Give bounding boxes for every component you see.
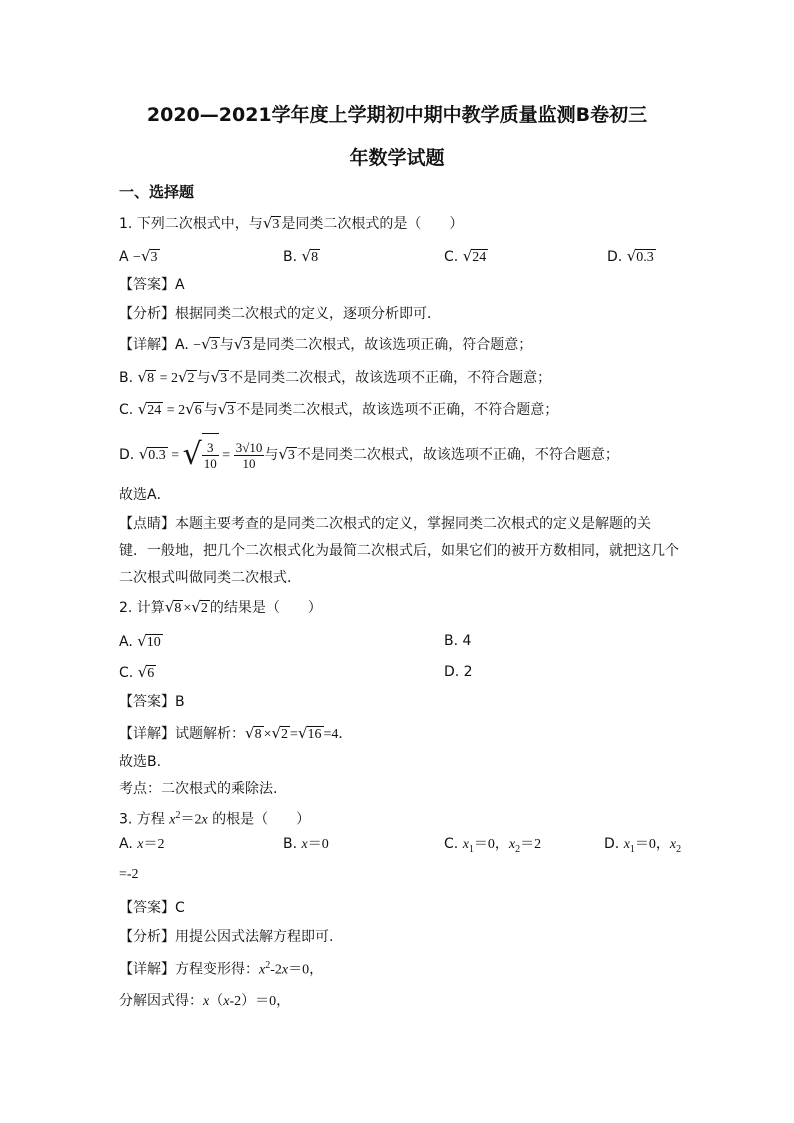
- q3-option-d: D. $x_1=0$，$x_2$: [604, 836, 682, 855]
- q3-stem: 3. 方程 $x^2=2x$ 的根是（ ）: [119, 810, 311, 828]
- q1-stem-b: 是同类二次根式的是（ ）: [281, 216, 464, 232]
- doc-title-line1: 2020—2021学年度上学期初中期中教学质量监测B卷初三: [146, 104, 648, 126]
- q3-option-c: C. $x_1=0$，$x_2=2$: [444, 836, 542, 855]
- q1-note-line2: 键．一般地，把几个二次根式化为最简二次根式后，如果它们的被开方数相同，就把这几个: [119, 543, 679, 559]
- q3-answer: 【答案】C: [119, 900, 185, 916]
- q1-option-b: B. √8: [283, 247, 319, 265]
- q3-option-b: B. x＝0: [283, 836, 329, 852]
- q1-detail-c: C. √24 = 2√6 与√3 不是同类二次根式，故该选项不正确，不符合题意；: [119, 400, 559, 418]
- q2-point: 考点：二次根式的乘除法.: [119, 781, 278, 797]
- q2-option-b: B. 4: [444, 633, 472, 649]
- q1-detail-a: 【详解】A. −√3 与√3 是同类二次根式，故该选项正确，符合题意；: [119, 335, 533, 353]
- q1-answer: 【答案】A: [119, 277, 185, 293]
- q2-option-d: D. 2: [444, 664, 473, 680]
- q3-detail: 【详解】方程变形得：$x^2-2x=0$，: [119, 960, 324, 978]
- q1-option-d: D. √0.3: [607, 247, 654, 265]
- q3-option-a: A. x＝2: [119, 836, 165, 852]
- q2-conclusion: 故选B.: [119, 754, 162, 770]
- q1-option-a: A −√3: [119, 247, 158, 265]
- q2-answer: 【答案】B: [119, 694, 185, 710]
- q2-option-a: A. √10: [119, 632, 161, 650]
- q3-factor: 分解因式得：x（x-2）＝0，: [119, 993, 291, 1009]
- q1-option-c: C. √24: [444, 247, 487, 265]
- q1-stem-a: 1. 下列二次根式中，与: [119, 216, 263, 232]
- q3-analysis: 【分析】用提公因式法解方程即可.: [119, 929, 334, 945]
- q1-stem-radical: √3: [262, 214, 280, 232]
- doc-title-line2: 年数学试题: [349, 147, 445, 169]
- q1-conclusion: 故选A．: [119, 487, 171, 503]
- section-heading: 一、选择题: [119, 183, 195, 201]
- q1-detail-d: D. √0.3 = √ $\frac{3}{10}$ = $\frac{3√10}{10}$ 与√3 不是同类二次根式，故该选项不正确，不符合题意；: [119, 432, 619, 478]
- q2-option-c: C. √6: [119, 663, 155, 681]
- q2-stem: 2. 计算√8 ×√2 的结果是（ ）: [119, 598, 322, 616]
- q1-note-line1: 【点睛】本题主要考查的是同类二次根式的定义，掌握同类二次根式的定义是解题的关: [119, 516, 651, 532]
- q1-note-line3: 二次根式叫做同类二次根式．: [119, 570, 301, 586]
- q1-detail-b: B. √8 = 2√2 与√3 不是同类二次根式，故该选项不正确，不符合题意；: [119, 368, 552, 386]
- q3-option-d-continued: =-2: [119, 867, 139, 882]
- q1-stem: [119, 213, 463, 234]
- q2-detail: 【详解】试题解析：√8 ×√2 =√16 =4．: [119, 724, 353, 742]
- q1-analysis: 【分析】根据同类二次根式的定义，逐项分析即可．: [119, 306, 441, 322]
